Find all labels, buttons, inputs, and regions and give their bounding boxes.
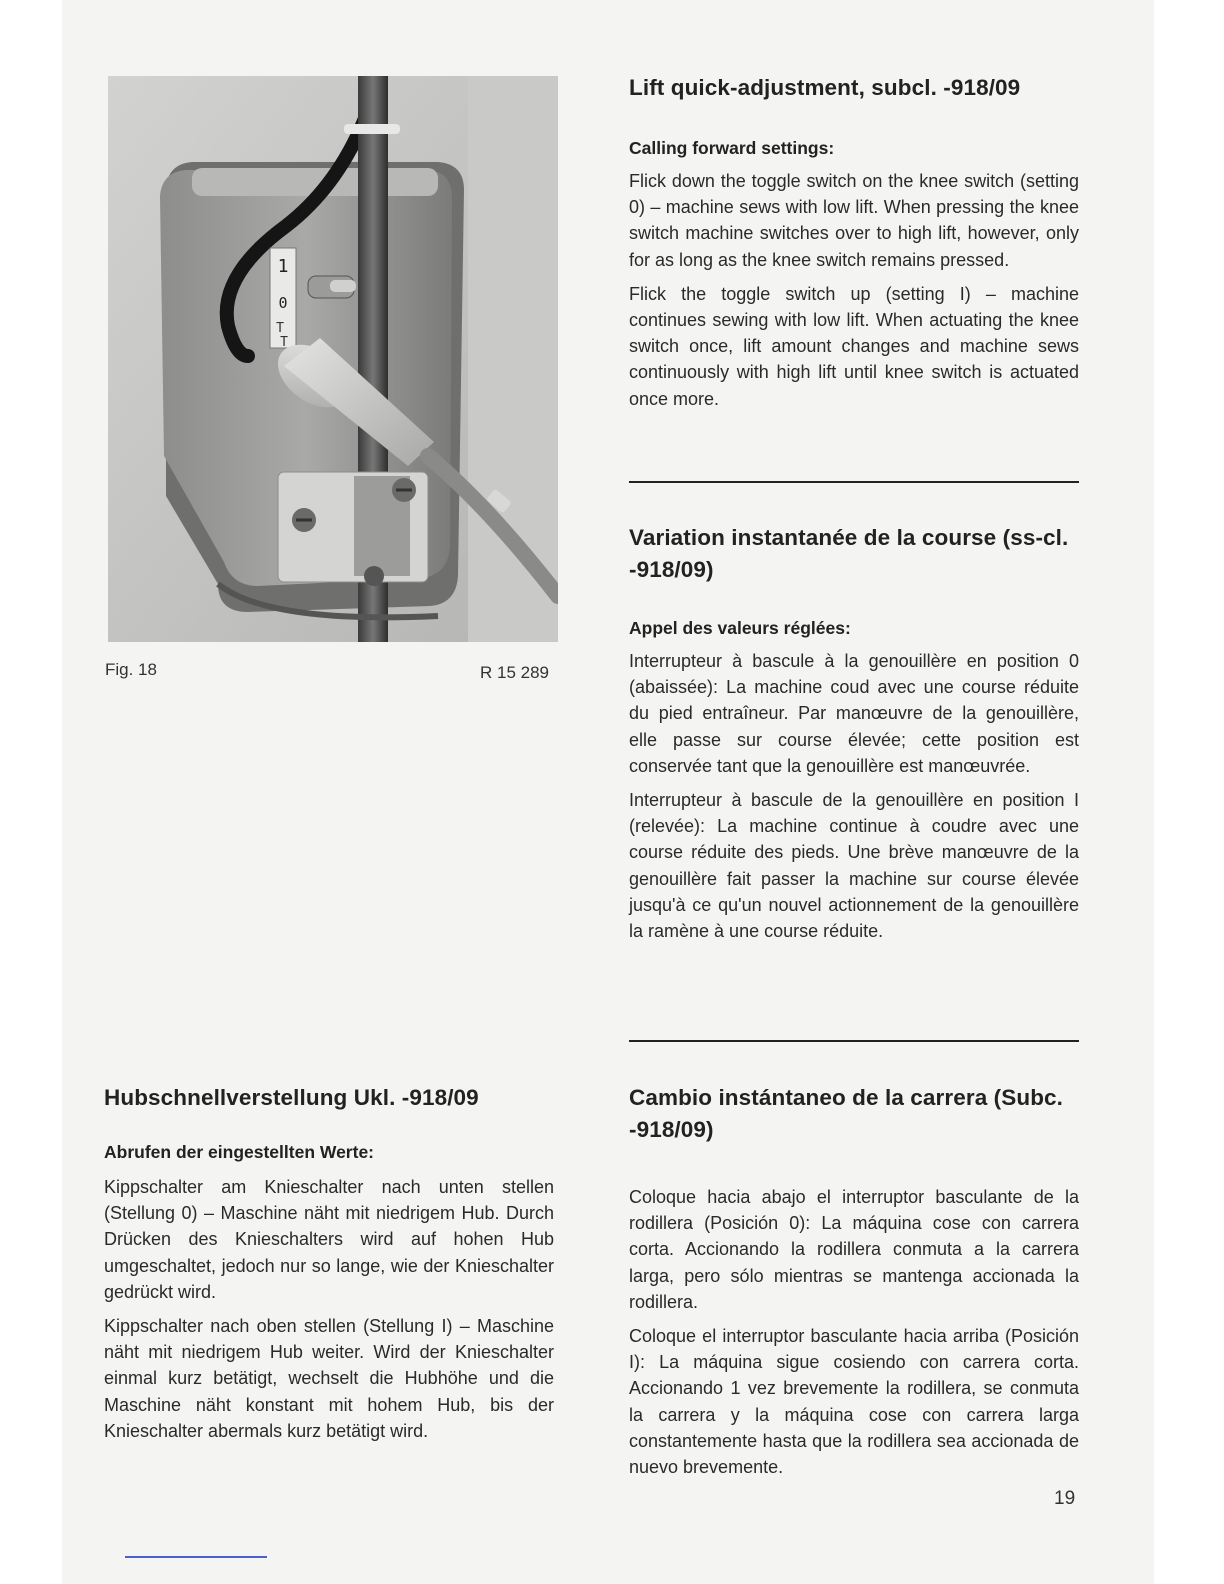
figure-caption: Fig. 18: [105, 660, 157, 679]
switch-label-0: 0: [278, 294, 288, 312]
spanish-paragraph-1: Coloque hacia abajo el interruptor basculante de la rodillera (Posición 0): La máquina cose con carrera corta. Accionando la rodillera conmuta a la carrera larga, pero sólo mientras se mantenga accionada la rodillera.: [629, 1187, 1079, 1312]
english-section: [629, 72, 1079, 412]
german-subtitle: Abrufen der eingestellten Werte:: [104, 1142, 375, 1162]
section-divider: [629, 481, 1079, 483]
spanish-section: [629, 1082, 1079, 1480]
spanish-paragraph-2: Coloque el interruptor basculante hacia arriba (Posición I): La máquina sigue cosiendo con carrera corta. Accionando 1 vez brevemente la rodillera, se conmuta la carrera y la máquina cose con carrera larga constantemente hasta que la rodillera sea accionada de nuevo brevemente.: [629, 1326, 1079, 1478]
french-title: Variation instantanée de la course (ss-cl. -918/09): [629, 525, 1069, 582]
switch-label-1: 1: [277, 256, 289, 277]
knee-switch-illustration: [108, 76, 558, 642]
figure-reference: R 15 289: [480, 663, 549, 682]
french-paragraph-2: Interrupteur à bascule de la genouillère en position I (relevée): La machine continue à coudre avec une course réduite des pieds. Une brève manœuvre de la genouillère fait passer la machine sur course élevée jusqu'à ce qu'un nouvel actionnement de la genouillère la ramène à une course réduite.: [629, 790, 1079, 942]
switch-label-t2: T: [280, 335, 288, 350]
german-title: Hubschnellverstellung Ukl. -918/09: [104, 1085, 479, 1110]
switch-label-t1: T: [276, 321, 284, 336]
page-number: 19: [1054, 1488, 1076, 1509]
section-divider: [629, 1040, 1079, 1042]
german-paragraph-1: Kippschalter am Knieschalter nach unten stellen (Stellung 0) – Maschine näht mit niedrigem Hub. Durch Drücken des Knieschalters wird auf hohen Hub umgeschaltet, jedoch nur so lange, wie der Knieschalter gedrückt wird.: [104, 1177, 554, 1302]
english-title: Lift quick-adjustment, subcl. -918/09: [629, 75, 1021, 100]
german-paragraph-2: Kippschalter nach oben stellen (Stellung I) – Maschine näht mit niedrigem Hub weiter. Wird der Knieschalter einmal kurz betätigt, wechselt die Hubhöhe und die Maschine näht konstant mit hohem Hub, bis der Knieschalter abermals kurz betätigt wird.: [104, 1316, 554, 1441]
spanish-title: Cambio instántaneo de la carrera (Subc. -918/09): [629, 1085, 1064, 1142]
knee-switch-photo: [108, 76, 558, 642]
english-paragraph-1: Flick down the toggle switch on the knee switch (setting 0) – machine sews with low lift. When pressing the knee switch machine switches over to high lift, however, only for as long as the knee switch remains pressed.: [629, 171, 1079, 270]
french-paragraph-1: Interrupteur à bascule à la genouillère en position 0 (abaissée): La machine coud avec une course réduite du pied entraîneur. Par manœuvre de la genouillère, elle passe sur course élevée; cette position est conservée tant que la genouillère est manœuvrée.: [629, 651, 1079, 776]
french-section: [629, 522, 1079, 944]
english-subtitle: Calling forward settings:: [629, 138, 835, 158]
english-paragraph-2: Flick the toggle switch up (setting I) – machine continues sewing with low lift. When actuating the knee switch once, lift amount changes and machine sews continuously with high lift until knee switch is actuated once more.: [629, 283, 1079, 409]
french-subtitle: Appel des valeurs réglées:: [629, 618, 851, 638]
edge-line: [125, 1556, 267, 1558]
german-section: [104, 1082, 554, 1444]
